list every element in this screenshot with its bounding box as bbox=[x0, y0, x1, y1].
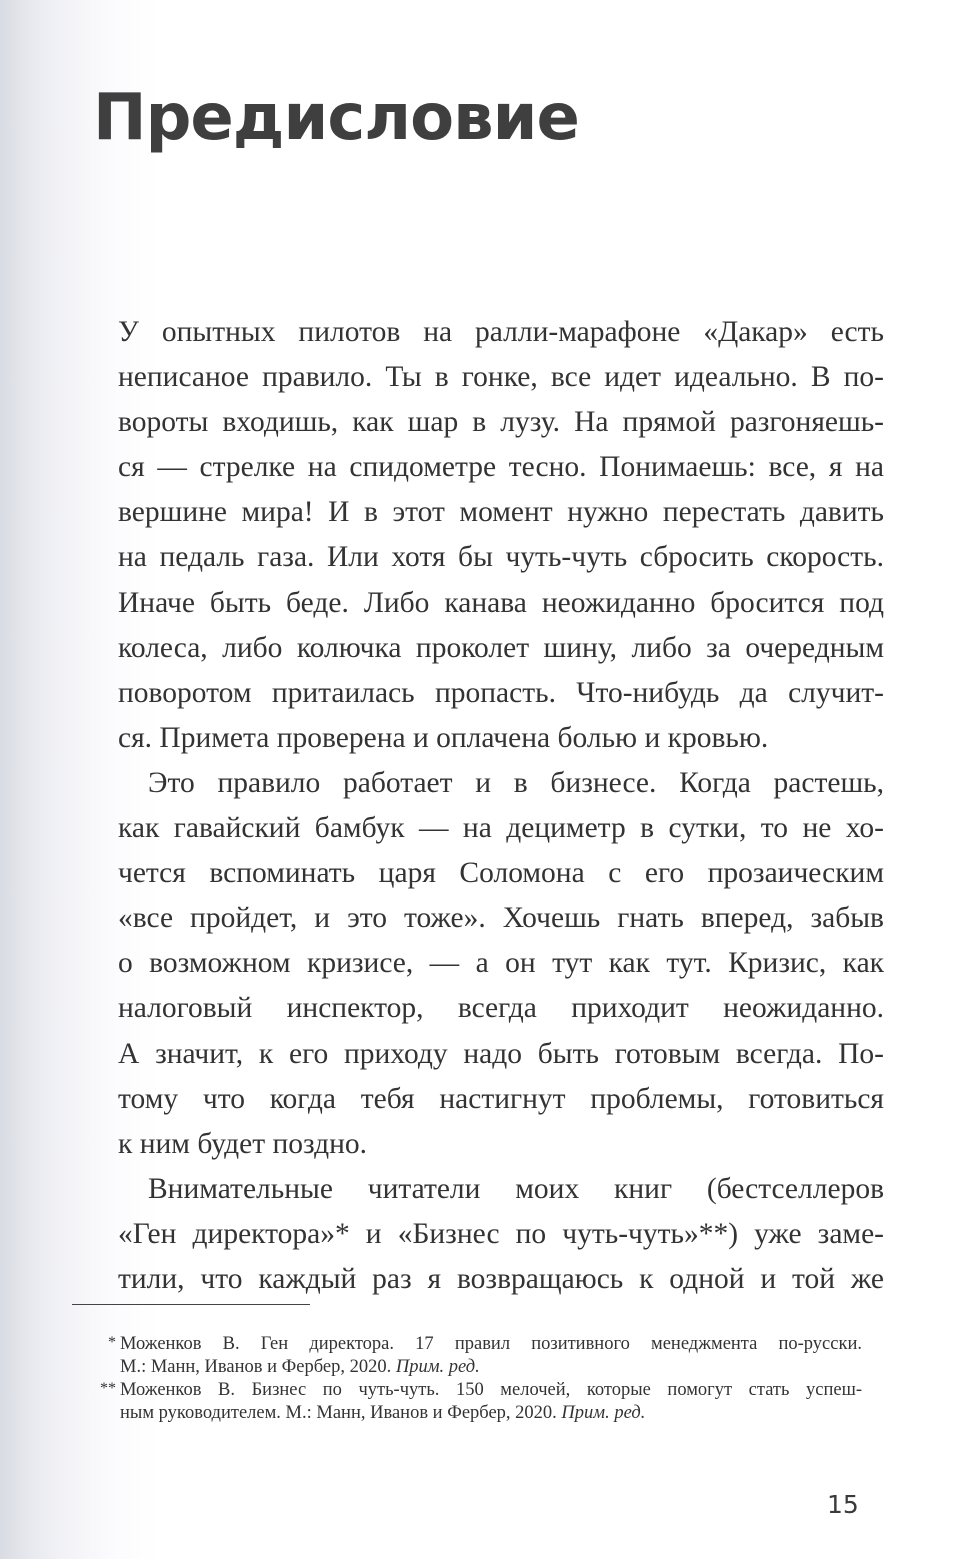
text-line: как гавайский бамбук — на дециметр в сутки, то не хо- bbox=[118, 812, 884, 845]
footnote-marker: * bbox=[108, 1334, 116, 1351]
page-number: 15 bbox=[827, 1490, 859, 1519]
text-line: к ним будет поздно. bbox=[118, 1127, 368, 1160]
footnote-line: Моженков В. Бизнес по чуть-чуть. 150 мелочей, которые помогут стать успеш- bbox=[120, 1380, 862, 1400]
footnote-marker: ** bbox=[100, 1380, 116, 1397]
footnote-text: ным руководителем. М.: Манн, Иванов и Фербер, 2020. bbox=[120, 1403, 557, 1423]
footnote-2 bbox=[100, 1379, 862, 1425]
footnote-line bbox=[120, 1402, 862, 1425]
text-line: тому что когда тебя настигнут проблемы, готовиться bbox=[118, 1082, 884, 1115]
text-line: неписаное правило. Ты в гонке, все идет идеально. В по- bbox=[118, 361, 884, 394]
footnote-line bbox=[120, 1356, 862, 1379]
text-line: о возможном кризисе, — а он тут как тут. Кризис, как bbox=[118, 947, 884, 980]
text-line: вороты входишь, как шар в лузу. На прямой разгоняешь- bbox=[118, 406, 884, 439]
text-line: колеса, либо колючка проколет шину, либо за очередным bbox=[118, 631, 884, 664]
text-line: вершине мира! И в этот момент нужно перестать давить bbox=[118, 496, 884, 529]
footnote-divider bbox=[72, 1304, 310, 1305]
footnote-text: М.: Манн, Иванов и Фербер, 2020. bbox=[120, 1357, 392, 1377]
text-line: У опытных пилотов на ралли-марафоне «Дакар» есть bbox=[118, 316, 884, 348]
text-line: Это правило работает и в бизнесе. Когда растешь, bbox=[148, 766, 884, 799]
text-line: «Ген директора»* и «Бизнес по чуть-чуть»**) уже заме- bbox=[118, 1217, 884, 1250]
text-line: А значит, к его приходу надо быть готовым всегда. По- bbox=[118, 1037, 884, 1070]
footnotes bbox=[100, 1333, 862, 1425]
text-line: Внимательные читатели моих книг (бестселлеров bbox=[148, 1172, 884, 1205]
editor-note: Прим. ред. bbox=[395, 1357, 480, 1377]
text-line: тили, что каждый раз я возвращаюсь к одной и той же bbox=[118, 1262, 884, 1295]
body-text bbox=[118, 310, 884, 1302]
footnote-1 bbox=[108, 1333, 862, 1379]
editor-note: Прим. ред. bbox=[561, 1403, 646, 1423]
text-line: Иначе быть беде. Либо канава неожиданно бросится под bbox=[118, 586, 884, 619]
text-line: чется вспоминать царя Соломона с его прозаическим bbox=[118, 857, 884, 890]
text-line: ся — стрелке на спидометре тесно. Понимаешь: все, я на bbox=[118, 451, 884, 484]
text-line: ся. Примета проверена и оплачена болью и кровью. bbox=[118, 721, 769, 754]
footnote-line: Моженков В. Ген директора. 17 правил позитивного менеджмента по-русски. bbox=[120, 1334, 862, 1354]
chapter-title: Предисловие bbox=[93, 81, 579, 155]
text-line: налоговый инспектор, всегда приходит неожиданно. bbox=[118, 992, 884, 1025]
text-line: «все пройдет, и это тоже». Хочешь гнать вперед, забыв bbox=[118, 902, 884, 935]
text-line: на педаль газа. Или хотя бы чуть-чуть сбросить скорость. bbox=[118, 541, 884, 574]
text-line: поворотом притаилась пропасть. Что-нибудь да случит- bbox=[118, 676, 884, 709]
